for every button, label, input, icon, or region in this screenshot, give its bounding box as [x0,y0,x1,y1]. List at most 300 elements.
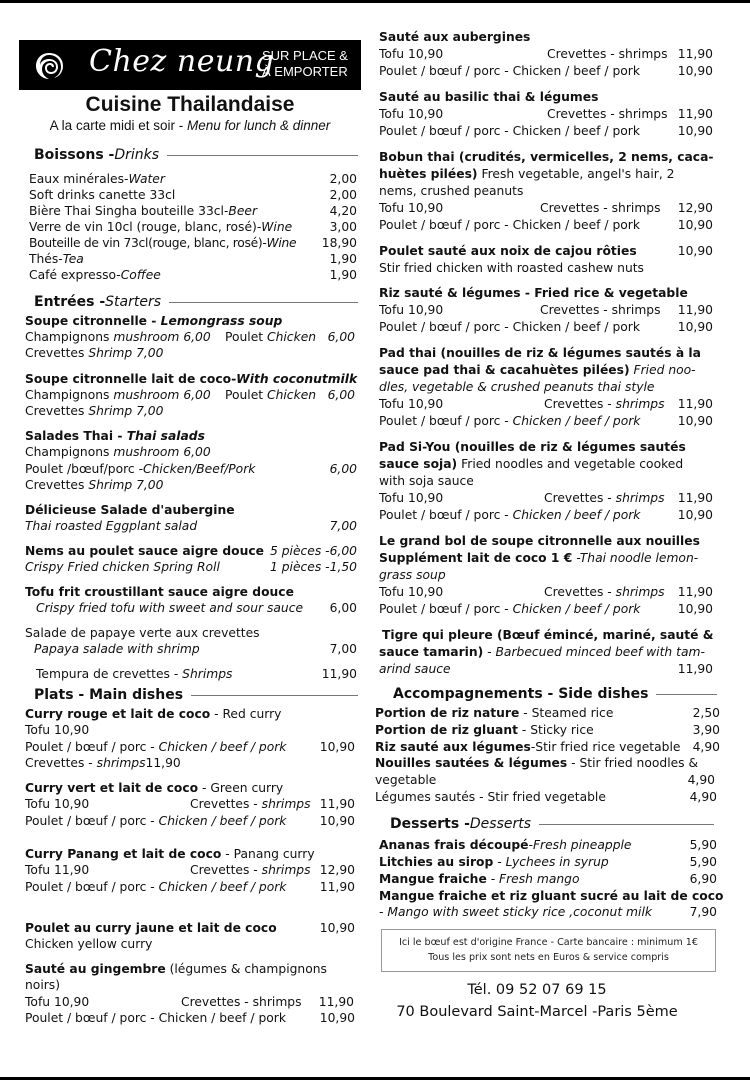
text: shrimps [96,756,146,770]
text: Poulet / bœuf / porc - [25,880,159,894]
text: Pad Si-You (nouilles de riz & légumes sautés [379,440,686,454]
text: - Lychees in syrup [493,855,609,869]
text: Chicken / beef / pork [512,508,641,522]
text-segment [379,302,443,318]
menu-item [375,722,594,738]
menu-item [375,755,698,771]
text: Poulet / bœuf / porc - Chicken / beef / pork [25,1011,286,1025]
section-title: Plats - Main dishes [34,687,184,703]
text: Bouteille de vin 73cl(rouge, blanc, rosé)- [29,236,267,250]
menu-item [29,235,296,251]
text: Ananas frais découpé [379,838,529,852]
text-segment [25,796,89,812]
section-header-desserts [390,815,714,833]
price: 4,90 [692,740,720,754]
text-segment [379,507,640,523]
text: Poulet /bœuf/porc - [25,462,144,476]
text: Poulet / bœuf / porc - [379,602,513,616]
price: 12,90 [677,201,713,215]
menu-item [379,871,579,887]
text: shrimps [615,397,665,411]
text: Crevettes - [544,397,616,411]
page-subtitle [19,118,361,133]
text-segment [379,200,443,216]
price: 18,90 [321,236,357,250]
price: 11,90 [318,995,354,1009]
text: Crispy Fried chicken Spring Roll [25,560,220,574]
text: with soja sauce [379,474,474,488]
text: - Sticky rice [517,723,594,737]
text: Chicken yellow curry [25,937,153,951]
text: Crevettes - [544,585,616,599]
text: Tofu [379,491,405,505]
text-segment [25,477,163,493]
menu-item [375,705,613,721]
text: Le grand bol de soupe citronnelle aux nouilles [379,534,700,548]
text-segment [25,994,89,1010]
section-header-starters [34,293,358,311]
text: Crevettes - shrimps [547,107,668,121]
text-segment [25,879,286,895]
text: Crevettes [25,346,89,360]
price: 6,00 [327,330,355,344]
text-segment [25,755,181,771]
text: 10,90 [54,995,90,1009]
menu-item [375,739,680,755]
price: 10,90 [677,508,713,522]
text-segment [25,961,327,977]
section-header-sides [393,685,717,703]
text: Soupe citronnelle - [25,314,161,328]
text: Sauté au basilic thai & légumes [379,90,599,104]
text: Litchies au sirop [379,855,494,869]
text: Thés- [29,252,63,266]
text: Eaux minérales- [29,172,129,186]
text-segment [25,387,211,403]
text: Café expresso- [29,268,121,282]
price: 11,90 [677,107,713,121]
text: 10,90 [408,397,444,411]
text: Crevettes - [190,863,262,877]
text-segment [25,862,89,878]
text: noirs) [25,978,60,992]
price: 3,00 [329,220,357,234]
text-segment [379,106,443,122]
text: Crevettes - shrimps [547,47,668,61]
text: 10,90 [408,491,444,505]
text: 10,90 [408,47,444,61]
price: 11,90 [677,47,713,61]
text: Water [128,172,165,186]
text: Tofu [25,863,51,877]
text: - Barbecued minced beef with tam- [483,645,705,659]
price: 10,90 [677,64,713,78]
price: 12,90 [319,863,355,877]
text: arind sauce [379,662,451,676]
section-header-drinks [34,146,358,164]
text: dles, vegetable & crushed peanuts thai style [379,380,655,394]
text: Poulet / bœuf / porc - [379,508,513,522]
price: 1,90 [329,268,357,282]
text-segment [25,403,163,419]
section-title: Boissons - [34,147,115,163]
text: Crevettes - shrimps [540,303,661,317]
text-segment [379,584,443,600]
price: 10,90 [677,244,713,258]
text: - Red curry [210,707,282,721]
price: 11,90 [677,662,713,676]
text: 10,90 [408,303,444,317]
text: Salade de papaye verte aux crevettes [25,626,260,640]
text: Champignons [25,445,114,459]
text: Poulet [225,330,268,344]
text: Champignons [25,388,114,402]
text: Fried noodles and vegetable cooked [457,457,684,471]
text: -Thai noodle lemon- [572,551,699,565]
text: Crispy fried tofu with sweet and sour sauce [36,601,304,615]
text-segment [379,644,705,660]
text-segment [379,550,698,566]
text: Verre de vin 10cl (rouge, blanc, rosé)- [29,220,262,234]
brand-name: Chez neung [89,44,275,79]
text: Poulet / bœuf / porc - [379,414,513,428]
text: shrimps [615,585,665,599]
price: 10,90 [319,740,355,754]
price: 4,90 [687,773,715,787]
text: Poulet / bœuf / porc - Chicken / beef / pork [379,124,640,138]
text: Tofu [379,107,405,121]
price: 3,90 [692,723,720,737]
text: Chicken / beef / pork [512,414,641,428]
menu-item [29,267,161,283]
text: Sauté au gingembre [25,962,166,976]
price: 11,90 [321,667,357,681]
text: Lemongrass soup [160,314,283,328]
text: Tigre qui pleure (Bœuf émincé, mariné, sauté & [382,628,714,642]
text: Bobun thai (crudités, vermicelles, 2 nems, caca- [379,150,714,164]
text: Tempura de crevettes - [36,667,183,681]
text: - Steamed rice [519,706,614,720]
text: With coconutmilk [236,372,358,386]
text: Délicieuse Salade d'aubergine [25,503,235,517]
text: Tofu [25,723,51,737]
text: vegetable [375,773,437,787]
menu-item [379,854,609,870]
menu-item [379,837,631,853]
menu-item [375,789,606,805]
text: Tofu [379,47,405,61]
menu-item [29,187,175,203]
price: 11,90 [677,585,713,599]
text: Poulet / bœuf / porc - [25,814,159,828]
text: mushroom 6,00 [113,445,211,459]
text-segment [379,413,640,429]
menu-item [29,251,84,267]
price: 7,00 [329,642,357,656]
text: Riz sauté aux légumes [375,740,531,754]
text: Wine [266,236,297,250]
text: Tofu [379,303,405,317]
spiral-logo-icon [33,50,65,82]
text: Shrimps [182,667,233,681]
text: Coffee [120,268,161,282]
text: Soupe citronnelle lait de coco- [25,372,237,386]
price: 7,00 [329,519,357,533]
text: 10,90 [408,201,444,215]
top-border [0,0,750,3]
price: 4,20 [329,204,357,218]
text: shrimps [615,491,665,505]
text: grass soup [379,568,446,582]
text-segment [544,396,665,412]
price: 6,90 [689,872,717,886]
price: 10,90 [677,602,713,616]
text: Fresh vegetable, angel's hair, 2 [477,167,675,181]
text: Portion de riz nature [375,706,520,720]
menu-item: Mangue fraiche et riz gluant sucré au lait de coco [379,889,724,903]
text: Mangue fraiche [379,872,487,886]
logo-banner [19,40,361,90]
menu-item [29,203,257,219]
price: 10,90 [677,320,713,334]
text: Tofu frit croustillant sauce aigre douce [25,585,294,599]
text: Tofu [25,995,51,1009]
text: 10,90 [54,723,90,737]
section-title-en: Drinks [114,147,160,163]
info-note [381,929,716,972]
price: 5 pièces -6,00 [270,544,357,558]
text: Crevettes [25,404,89,418]
text-segment [36,666,232,682]
text: shrimps [261,863,311,877]
text: mushroom 6,00 [113,388,211,402]
text: Crevettes - [190,797,262,811]
price: 10,90 [319,1011,355,1025]
text: Chicken / beef / pork [512,602,641,616]
page-title: Cuisine Thailandaise [85,93,295,116]
price: 10,90 [319,921,355,935]
text-segment [225,387,316,403]
divider [191,695,358,696]
price: 10,90 [677,124,713,138]
text: - Mango with sweet sticky rice ,coconut milk [379,905,652,919]
text-segment [544,584,665,600]
text-segment [379,396,443,412]
text: Curry rouge et lait de coco [25,707,211,721]
text: Tea [62,252,84,266]
text: Poulet / bœuf / porc - Chicken / beef / pork [379,64,640,78]
text: Nouilles sautées & légumes [375,756,568,770]
text: Chicken [267,330,317,344]
text: Crevettes - [25,756,97,770]
brand-tagline [262,48,348,80]
divider [539,824,714,825]
menu-item [29,219,292,235]
section-title: Accompagnements - Side dishes [393,686,649,702]
text: - Stir fried noodles & [567,756,699,770]
text: Chicken [267,388,317,402]
text-segment [225,329,316,345]
text: Légumes sautés - Stir fried vegetable [375,790,606,804]
text: 11,90 [145,756,181,770]
text-segment [25,371,357,387]
text: Tofu [379,201,405,215]
text: Champignons [25,330,114,344]
price: 1 pièces -1,50 [270,560,357,574]
text-segment [25,706,281,722]
text-segment [25,444,211,460]
text-segment [379,166,675,182]
text: Bière Thai Singha bouteille 33cl- [29,204,229,218]
text: Poulet / bœuf / porc - Chicken / beef / pork [379,320,640,334]
text-segment [190,796,311,812]
text: Papaya salade with shrimp [34,642,200,656]
price: 2,00 [329,188,357,202]
text: 11,90 [54,863,90,877]
text: Supplément lait de coco 1 € [379,551,573,565]
text: - Green curry [198,781,284,795]
text: Nems au poulet sauce aigre douce [25,544,265,558]
text-segment [379,490,443,506]
text: Sauté aux aubergines [379,30,531,44]
text: mushroom 6,00 [113,330,211,344]
text: shrimps [261,797,311,811]
menu-item [29,171,165,187]
text: -Fresh pineapple [528,838,632,852]
text: Poulet [225,388,268,402]
text-segment [25,428,205,444]
text: Crevettes - shrimps [181,995,302,1009]
text: Poulet / bœuf / porc - Chicken / beef / pork [379,218,640,232]
divider [167,155,358,156]
text: sauce pad thai & cacahuètes pilées) [379,363,630,377]
price: 5,90 [689,855,717,869]
subtitle-en: Menu for lunch & dinner [186,118,331,133]
price: 11,90 [319,880,355,894]
price: 10,90 [677,218,713,232]
text-segment [25,329,211,345]
text: sauce soja) [379,457,458,471]
price: 7,90 [689,905,717,919]
tagline-line2: À EMPORTER [262,64,348,79]
text-segment [25,722,89,738]
text-segment [25,846,315,862]
section-header-mains [34,686,358,704]
address: 70 Boulevard Saint-Marcel -Paris 5ème [396,1004,678,1020]
section-title: Desserts - [390,816,470,832]
text-segment [379,46,443,62]
subtitle-fr: A la carte midi et soir - [49,118,187,133]
phone-number[interactable]: Tél. 09 52 07 69 15 [467,982,607,998]
text: Chicken / beef / pork [158,880,287,894]
text: Wine [261,220,293,234]
text: Salades Thai - [25,429,127,443]
text-segment [25,345,163,361]
text: huètes pilées) [379,167,478,181]
divider [656,694,717,695]
text: Tofu [379,585,405,599]
text: 10,90 [408,107,444,121]
text-segment [190,862,311,878]
text-segment [379,362,696,378]
price: 10,90 [677,414,713,428]
note-line1: Ici le bœuf est d'origine France - Carte bancaire : minimum 1€ [399,937,698,948]
price: 6,00 [327,388,355,402]
text: Stir fried chicken with roasted cashew nuts [379,261,644,275]
text: Poulet / bœuf / porc - [25,740,159,754]
text-segment [379,601,640,617]
price: 5,90 [689,838,717,852]
text: Curry Panang et lait de coco [25,847,222,861]
text: 10,90 [408,585,444,599]
tagline-line1: SUR PLACE & [262,48,348,63]
divider [169,302,358,303]
text-segment [25,313,282,329]
text: Beer [228,204,258,218]
text: Crevettes [25,478,89,492]
note-line2: Tous les prix sont nets en Euros & service compris [428,952,669,963]
price: 1,90 [329,252,357,266]
text: Crevettes - [544,491,616,505]
text: nems, crushed peanuts [379,184,524,198]
text: Curry vert et lait de coco [25,781,199,795]
price: 2,50 [692,706,720,720]
price: 6,00 [329,601,357,615]
text: Riz sauté & légumes - Fried rice & vegetable [379,286,688,300]
price: 6,00 [329,462,357,476]
price: 11,90 [677,303,713,317]
text-segment [379,456,683,472]
text: Soft drinks canette 33cl [29,188,176,202]
text: sauce tamarin) [379,645,484,659]
text: Thai salads [126,429,205,443]
price: 4,90 [689,790,717,804]
text: Chicken / beef / pork [158,740,287,754]
section-title-en: Desserts [469,816,532,832]
text-segment [25,461,255,477]
text: Crevettes - shrimps [540,201,661,215]
price: 11,90 [677,491,713,505]
text-segment [544,490,665,506]
text: Chicken/Beef/Pork [143,462,256,476]
text: Poulet au curry jaune et lait de coco [25,921,277,935]
text: Chicken / beef / pork [158,814,287,828]
text: - Panang curry [221,847,315,861]
text: 10,90 [54,797,90,811]
price: 11,90 [319,797,355,811]
text-segment [36,53,63,79]
text-segment [25,780,283,796]
text: (légumes & champignons [165,962,327,976]
text: Pad thai (nouilles de riz & légumes sautés à la [379,346,701,360]
text: Fried noo- [629,363,696,377]
text: -Stir fried rice vegetable [530,740,681,754]
text-segment [25,813,286,829]
text: Tofu [25,797,51,811]
text: Shrimp 7,00 [88,346,164,360]
text: - Fresh mango [486,872,580,886]
price: 11,90 [677,397,713,411]
section-title: Entrées - [34,294,106,310]
text: Portion de riz gluant [375,723,518,737]
text: Tofu [379,397,405,411]
text: Shrimp 7,00 [88,478,164,492]
text: Thai roasted Eggplant salad [25,519,198,533]
text: Poulet sauté aux noix de cajou rôties [379,244,637,258]
price: 2,00 [329,172,357,186]
text-segment [25,739,286,755]
price: 10,90 [319,814,355,828]
